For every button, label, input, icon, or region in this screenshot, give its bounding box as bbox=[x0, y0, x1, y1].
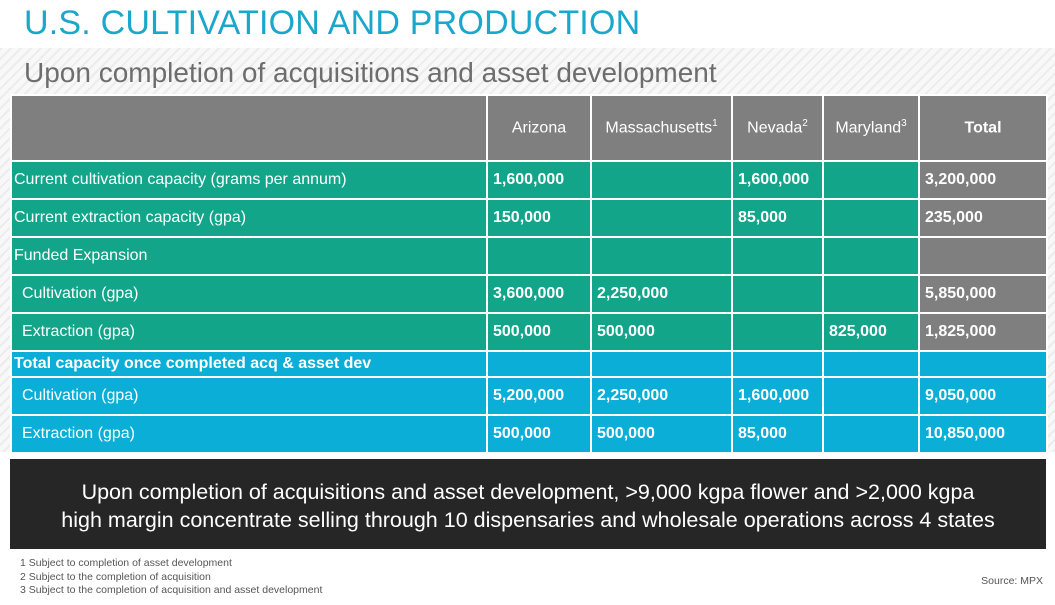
cell-arizona bbox=[487, 351, 591, 377]
header-empty-cell bbox=[11, 95, 487, 161]
footnote: 3 Subject to the completion of acquisition and asset development bbox=[20, 584, 323, 596]
cell-maryland bbox=[823, 377, 919, 415]
row-label: Cultivation (gpa) bbox=[11, 377, 487, 415]
cell-total: 1,825,000 bbox=[919, 313, 1047, 351]
table-row bbox=[11, 377, 1047, 415]
cell-massachusetts: 500,000 bbox=[591, 415, 732, 453]
table-row bbox=[11, 313, 1047, 351]
cell-massachusetts: 500,000 bbox=[591, 313, 732, 351]
row-label: Extraction (gpa) bbox=[11, 313, 487, 351]
row-label: Cultivation (gpa) bbox=[11, 275, 487, 313]
header-massachusetts: Massachusetts$^1$ bbox=[591, 95, 732, 161]
cell-massachusetts: 2,250,000 bbox=[591, 377, 732, 415]
cell-massachusetts: 2,250,000 bbox=[591, 275, 732, 313]
table-header-row bbox=[11, 95, 1047, 161]
cell-maryland bbox=[823, 275, 919, 313]
header-total: Total bbox=[919, 95, 1047, 161]
cell-total: 10,850,000 bbox=[919, 415, 1047, 453]
table-section-row bbox=[11, 237, 1047, 275]
cell-massachusetts bbox=[591, 351, 732, 377]
table-row bbox=[11, 415, 1047, 453]
footnote: 1 Subject to completion of asset development bbox=[20, 557, 232, 569]
row-label: Current cultivation capacity (grams per annum) bbox=[11, 161, 487, 199]
cell-maryland bbox=[823, 351, 919, 377]
cell-arizona: 3,600,000 bbox=[487, 275, 591, 313]
cell-nevada: 1,600,000 bbox=[732, 377, 823, 415]
cell-maryland: 825,000 bbox=[823, 313, 919, 351]
cell-arizona: 1,600,000 bbox=[487, 161, 591, 199]
cell-massachusetts bbox=[591, 237, 732, 275]
page-subtitle: Upon completion of acquisitions and asset development bbox=[24, 57, 717, 88]
cell-nevada bbox=[732, 351, 823, 377]
footnote: 2 Subject to the completion of acquisition bbox=[20, 570, 211, 583]
header-maryland: Maryland$^3$ bbox=[823, 95, 919, 161]
cell-nevada: 1,600,000 bbox=[732, 161, 823, 199]
cell-arizona bbox=[487, 237, 591, 275]
section-label-funded-expansion: Funded Expansion bbox=[11, 237, 487, 275]
cell-maryland bbox=[823, 415, 919, 453]
cell-arizona: 150,000 bbox=[487, 199, 591, 237]
header-nevada: Nevada$^2$ bbox=[732, 95, 823, 161]
capacity-table bbox=[10, 94, 1048, 454]
cell-nevada bbox=[732, 313, 823, 351]
cell-maryland bbox=[823, 199, 919, 237]
cell-nevada bbox=[732, 237, 823, 275]
cell-nevada: 85,000 bbox=[732, 415, 823, 453]
page-title: U.S. CULTIVATION AND PRODUCTION bbox=[24, 4, 641, 42]
cell-nevada: 85,000 bbox=[732, 199, 823, 237]
table-section-row bbox=[11, 351, 1047, 377]
cell-arizona: 500,000 bbox=[487, 415, 591, 453]
cell-arizona: 500,000 bbox=[487, 313, 591, 351]
cell-total: 235,000 bbox=[919, 199, 1047, 237]
banner-line-1: Upon completion of acquisitions and asset development, >9,000 kgpa flower and >2,000 kgpa bbox=[81, 480, 975, 504]
table-row bbox=[11, 161, 1047, 199]
cell-total: 9,050,000 bbox=[919, 377, 1047, 415]
cell-maryland bbox=[823, 161, 919, 199]
footnotes bbox=[20, 557, 322, 598]
cell-arizona: 5,200,000 bbox=[487, 377, 591, 415]
cell-total: 5,850,000 bbox=[919, 275, 1047, 313]
banner-line-2: high margin concentrate selling through 10 dispensaries and wholesale operations across 4 states bbox=[61, 508, 995, 532]
row-label: Extraction (gpa) bbox=[11, 415, 487, 453]
cell-total: 3,200,000 bbox=[919, 161, 1047, 199]
summary-banner bbox=[10, 459, 1046, 549]
cell-massachusetts bbox=[591, 161, 732, 199]
table-row bbox=[11, 275, 1047, 313]
cell-nevada bbox=[732, 275, 823, 313]
cell-total bbox=[919, 351, 1047, 377]
cell-massachusetts bbox=[591, 199, 732, 237]
source-note: Source: MPX bbox=[981, 575, 1043, 587]
row-label: Current extraction capacity (gpa) bbox=[11, 199, 487, 237]
cell-total bbox=[919, 237, 1047, 275]
section-label-total-capacity: Total capacity once completed acq & asset dev bbox=[11, 351, 487, 377]
header-arizona: Arizona bbox=[487, 95, 591, 161]
cell-maryland bbox=[823, 237, 919, 275]
table-row bbox=[11, 199, 1047, 237]
